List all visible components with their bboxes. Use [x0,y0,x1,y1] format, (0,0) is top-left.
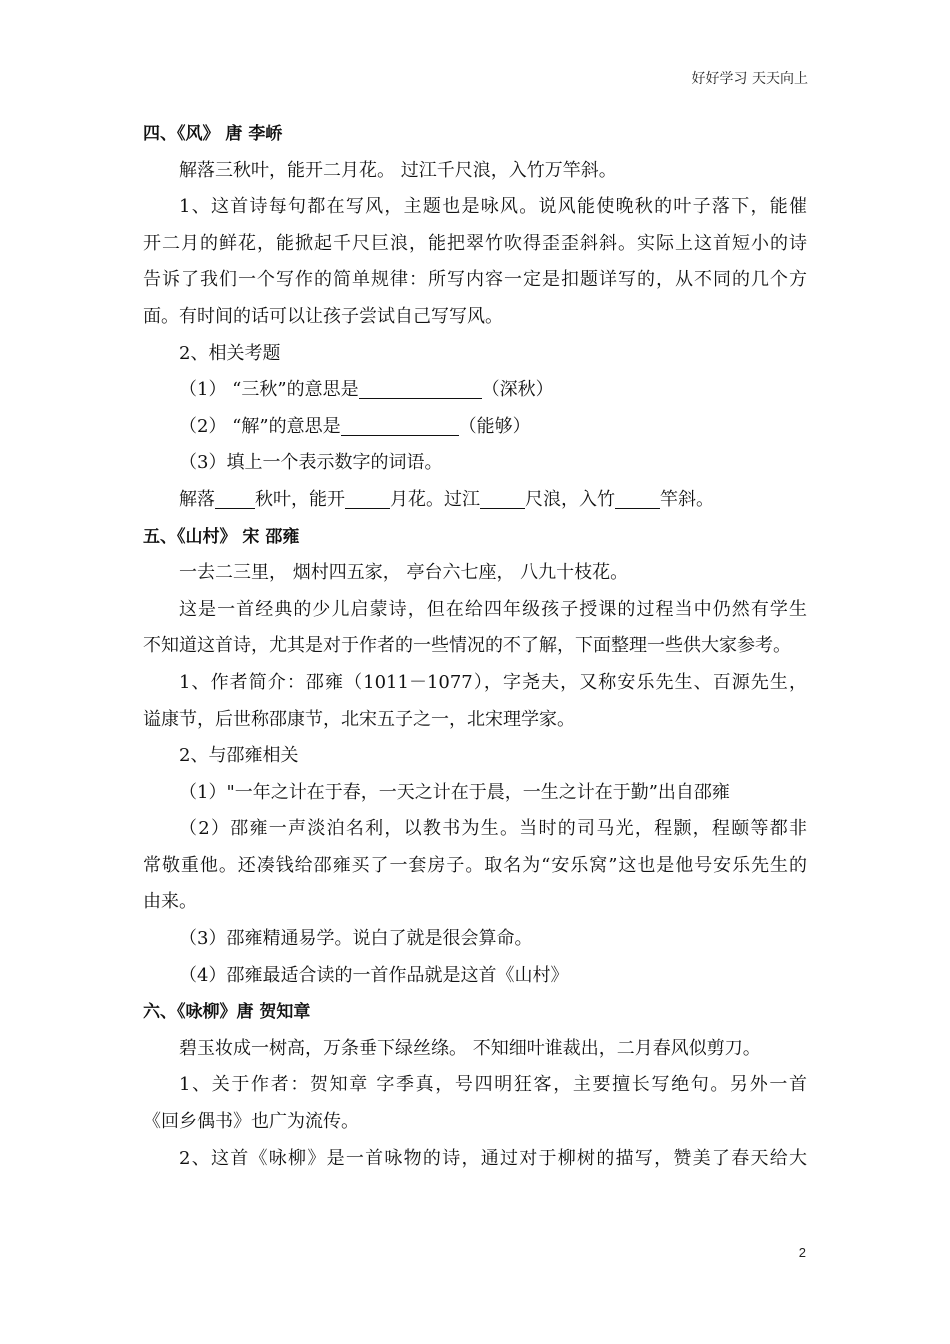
related-item-2-line: 由来。 [143,891,197,913]
section-5-intro-line: 这是一首经典的少儿启蒙诗，但在给四年级孩子授课的过程当中仍然有学生 [179,598,807,620]
answer-blank [341,415,459,436]
section-6-p1-line: 1、关于作者：贺知章 字季真，号四明狂客，主要擅长写绝句。另外一首 [179,1074,807,1096]
question-2-text: （2） “解”的意思是 [179,415,341,437]
related-item-1: （1）"一年之计在于春，一天之计在于晨，一生之计在于勤”出自邵雍 [179,781,730,803]
question-1 [143,372,807,409]
fill-blank [615,488,660,509]
fill-text: 秋叶，能开 [255,488,345,510]
author-intro-line: 1、作者简介：邵雍（1011－1077），字尧夫，又称安乐先生、百源先生， [179,671,807,693]
section-6-p1-line: 《回乡偶书》也广为流传。 [143,1111,359,1133]
section-4-poem: 解落三秋叶，能开二月花。 过江千尺浪，入竹万竿斜。 [179,159,617,181]
section-5-intro-line: 不知道这首诗，尤其是对于作者的一些情况的不了解，下面整理一些供大家参考。 [143,635,791,657]
page-number: 2 [798,1245,806,1260]
question-1-text: （1） “三秋”的意思是 [179,379,359,401]
page-header: 好好学习 天天向上 [691,71,808,87]
fill-blank [480,488,525,509]
fill-blank [345,488,390,509]
section-5-poem: 一去二三里， 烟村四五家， 亭台六七座， 八九十枝花。 [179,562,629,584]
fill-blank [215,488,255,509]
section-4-title: 四、《风》 唐 李峤 [143,124,283,144]
section-4-p1-line: 开二月的鲜花，能掀起千尺巨浪，能把翠竹吹得歪歪斜斜。实际上这首短小的诗 [143,232,807,254]
section-4-exam-title: 2、相关考题 [179,342,281,364]
question-2-answer: （能够） [458,415,531,437]
section-6-p2-line: 2、这首《咏柳》是一首咏物的诗，通过对于柳树的描写，赞美了春天给大 [179,1147,807,1169]
document-body [143,116,807,1177]
question-2 [143,409,807,446]
section-4-p1-line: 告诉了我们一个写作的简单规律：所写内容一定是扣题详写的，从不同的几个方 [143,269,807,291]
fill-text: 尺浪，入竹 [525,488,615,510]
fill-text: 竿斜。 [660,488,714,510]
section-4-p1-line: 面。有时间的话可以让孩子尝试自己写写风。 [143,305,503,327]
answer-blank [359,378,482,399]
section-6-poem: 碧玉妆成一树高，万条垂下绿丝绦。 不知细叶谁裁出，二月春风似剪刀。 [179,1037,761,1059]
related-item-3: （3）邵雍精通易学。说白了就是很会算命。 [179,928,533,950]
related-item-4: （4）邵雍最适合读的一首作品就是这首《山村》 [179,964,569,986]
section-5-title: 五、《山村》 宋 邵雍 [143,526,300,547]
fill-text: 月花。过江 [390,488,480,510]
section-5-related-title: 2、与邵雍相关 [179,745,299,767]
question-1-answer: （深秋） [481,379,554,401]
author-intro-line: 谥康节，后世称邵康节，北宋五子之一，北宋理学家。 [143,708,575,730]
question-3: （3）填上一个表示数字的词语。 [179,452,443,474]
fill-text: 解落 [179,488,215,510]
section-4-p1-line: 1、这首诗每句都在写风，主题也是咏风。说风能使晚秋的叶子落下，能催 [179,196,807,218]
related-item-2-line: （2）邵雍一声淡泊名利，以教书为生。当时的司马光，程颢，程颐等都非 [179,818,807,840]
related-item-2-line: 常敬重他。还凑钱给邵雍买了一套房子。取名为“安乐窝”这也是他号安乐先生的 [143,854,807,876]
fill-in-line [143,482,807,519]
section-6-title: 六、《咏柳》唐 贺知章 [143,1002,311,1023]
